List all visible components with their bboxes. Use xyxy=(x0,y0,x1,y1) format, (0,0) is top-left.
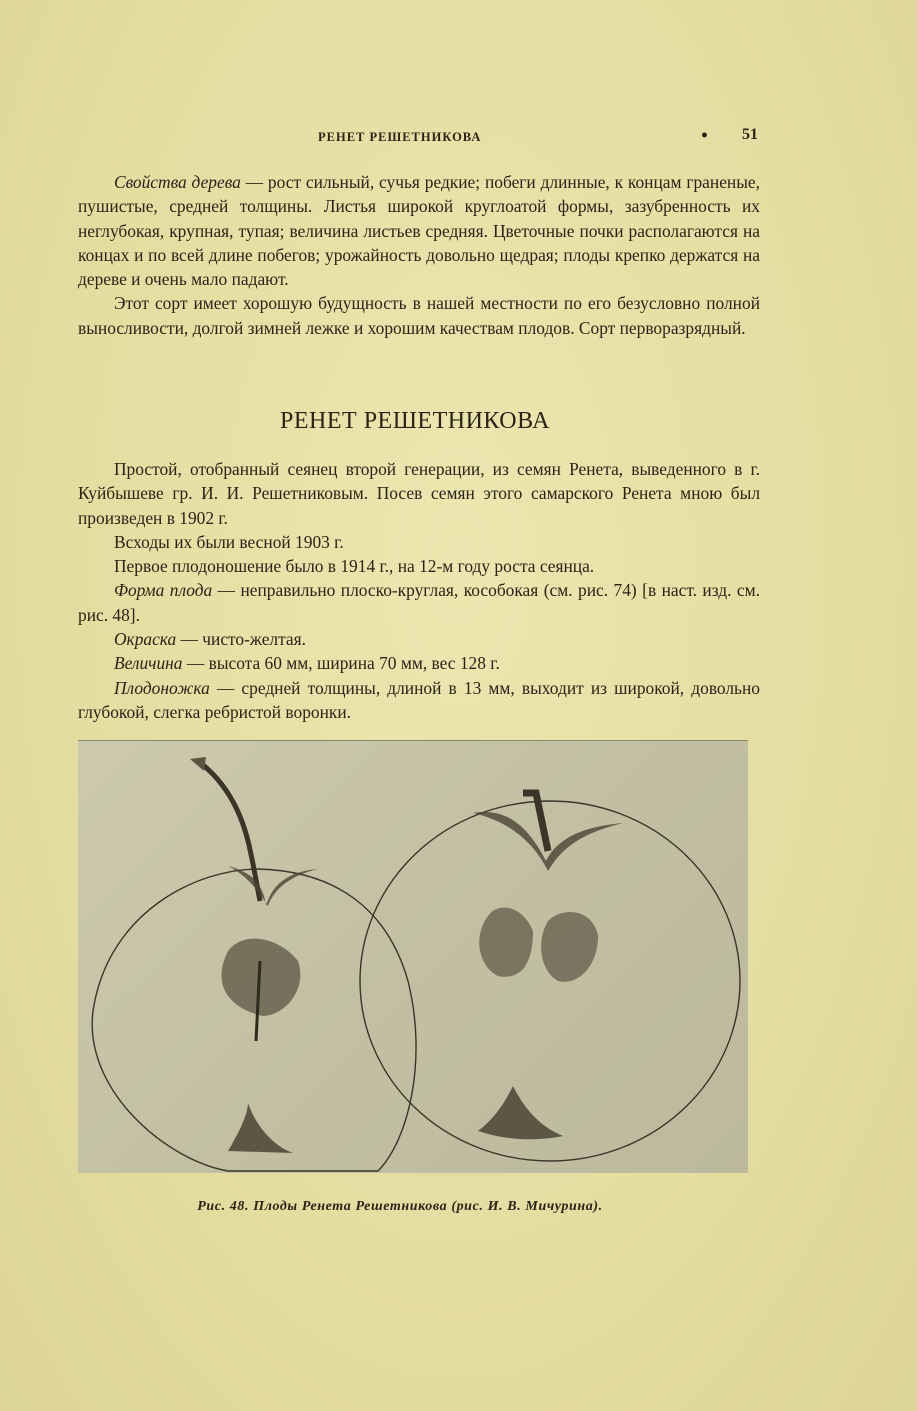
apple-drawing xyxy=(78,741,748,1173)
term-fruit-shape: Форма плода xyxy=(114,580,213,601)
section-paragraph-7: Плодоножка — средней толщины, длиной в 13 мм, выходит из широкой, довольно глубокой, слегка ребристой воронки. xyxy=(78,677,760,722)
apple-illustration xyxy=(78,740,748,1173)
term-color: Окраска xyxy=(114,629,177,650)
left-calyx xyxy=(228,1103,293,1153)
section-title: РЕНЕТ РЕШЕТНИКОВА xyxy=(280,408,550,434)
left-stalk-tip xyxy=(190,757,206,771)
figure-caption: Рис. 48. Плоды Ренета Решетникова (рис. И. В. Мичурина). xyxy=(197,1199,603,1214)
right-calyx xyxy=(478,1086,563,1139)
section-text xyxy=(78,457,760,724)
intro-text xyxy=(78,170,760,340)
section-paragraph-1: Простой, отобранный сеянец второй генерации, из семян Ренета, выведенного в г. Куйбышеве гр. И. И. Решетниковым. Посев семян этого самарского Ренета мною был произведен в 1902 г. xyxy=(78,459,760,528)
section-paragraph-6: Величина — высота 60 мм, ширина 70 мм, вес 128 г. xyxy=(114,653,500,674)
running-title: РЕНЕТ РЕШЕТНИКОВА xyxy=(318,130,482,144)
right-core-right xyxy=(541,912,598,982)
intro-paragraph-1: Свойства дерева — рост сильный, сучья редкие; побеги длинные, к концам граненые, пушистые, средней толщины. Листья широкой круглоатой формы, зазубренность их неглубокая, крупная, тупая; величина листьев средняя. Цветочные почки располагаются на концах и по всей длине побегов; урожайность довольно щедрая; плоды крепко держатся на дереве и очень мало падают. xyxy=(78,172,760,290)
intro-paragraph-2: Этот сорт имеет хорошую будущность в нашей местности по его безусловно полной выносливости, долгой зимней лежке и хорошим качествам плодов. Сорт перворазрядный. xyxy=(78,293,760,338)
header-bullet: • xyxy=(700,128,709,144)
right-core-left xyxy=(479,908,533,977)
section-paragraph-2: Всходы их были весной 1903 г. xyxy=(114,531,344,552)
left-core xyxy=(221,939,300,1016)
section-paragraph-5: Окраска — чисто-желтая. xyxy=(114,629,306,650)
left-stalk-cavity xyxy=(228,866,318,906)
section-paragraph-3: Первое плодоношение было в 1914 г., на 12-м году роста сеянца. xyxy=(114,556,595,577)
page-number: 51 xyxy=(742,126,758,143)
section-paragraph-4: Форма плода — неправильно плоско-круглая, кособокая (см. рис. 74) [в наст. изд. см. рис. 48]. xyxy=(78,580,760,625)
term-size: Величина xyxy=(114,653,183,674)
running-head xyxy=(0,126,917,150)
term-stalk: Плодоножка xyxy=(114,677,210,698)
term-tree-properties: Свойства дерева xyxy=(114,172,241,192)
